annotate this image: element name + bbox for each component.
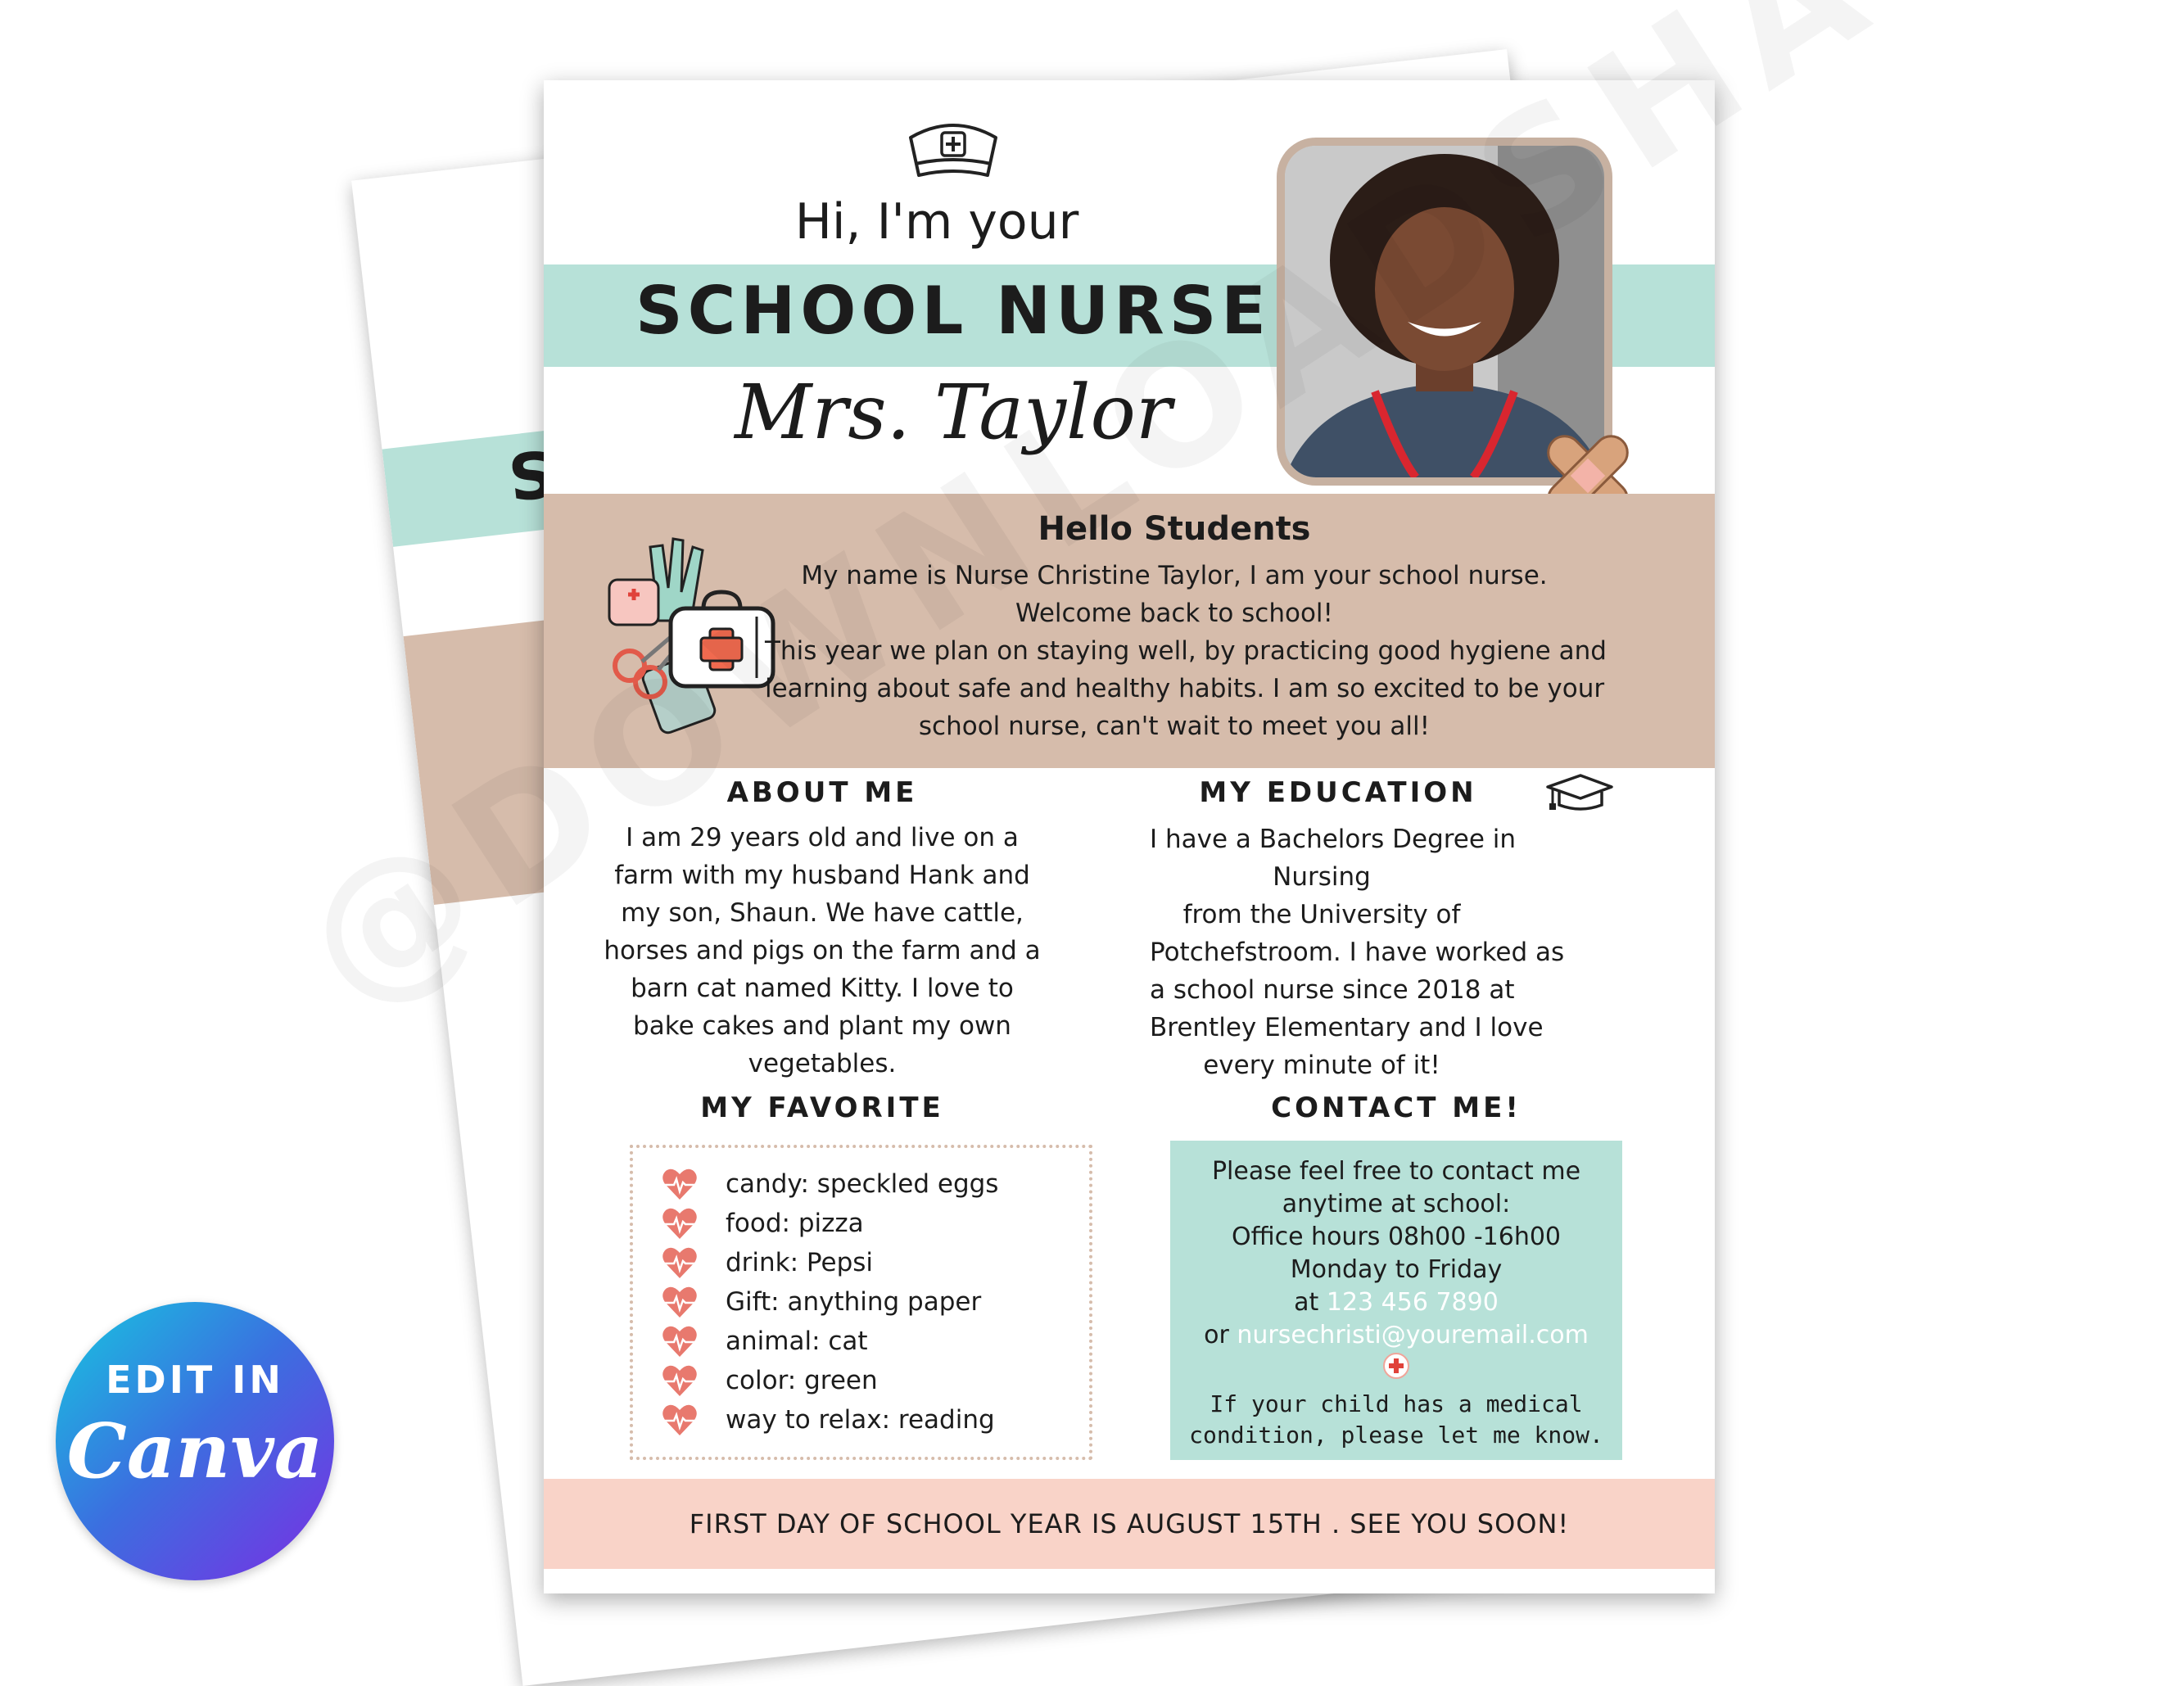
- education-heading: MY EDUCATION: [1199, 776, 1477, 809]
- heartbeat-icon: [662, 1245, 698, 1280]
- education-line: from the University of: [1182, 900, 1461, 929]
- edit-in-canva-badge[interactable]: [56, 1302, 334, 1580]
- favorite-text: candy: speckled eggs: [726, 1169, 999, 1199]
- favorites-heading: MY FAVORITE: [700, 1092, 944, 1124]
- list-item: [662, 1282, 981, 1322]
- email-row: [1170, 1319, 1622, 1352]
- contact-heading: CONTACT ME!: [1271, 1092, 1522, 1124]
- about-line: horses and pigs on the farm and a: [604, 936, 1041, 965]
- education-text: [1150, 820, 1565, 1084]
- favorites-list: [630, 1145, 1092, 1460]
- favorite-text: way to relax: reading: [726, 1405, 995, 1435]
- list-item: [662, 1204, 864, 1243]
- contact-line: anytime at school:: [1282, 1190, 1511, 1218]
- nurse-cap-icon: [906, 113, 1001, 182]
- canva-logo-text: Canva: [66, 1407, 323, 1495]
- education-line: Brentley Elementary and I love: [1150, 1013, 1544, 1042]
- heartbeat-icon: [662, 1363, 698, 1398]
- office-days: Monday to Friday: [1290, 1255, 1503, 1284]
- hello-line: My name is Nurse Christine Taylor, I am your school nurse.: [801, 561, 1548, 590]
- red-cross-icon: [1382, 1352, 1410, 1380]
- education-line: a school nurse since 2018 at: [1150, 975, 1515, 1005]
- phone-prefix: at: [1294, 1288, 1327, 1317]
- heartbeat-icon: [662, 1285, 698, 1319]
- education-line: I have a Bachelors Degree in: [1150, 825, 1517, 854]
- about-text: [593, 819, 1051, 1083]
- hello-line: This year we plan on staying well, by practicing good hygiene and: [765, 636, 1607, 666]
- heartbeat-icon: [662, 1167, 698, 1201]
- medical-note: If your child has a medical: [1210, 1390, 1583, 1417]
- education-line: Potchefstroom. I have worked as: [1150, 938, 1565, 967]
- phone-row: [1170, 1286, 1622, 1319]
- hello-line: Welcome back to school!: [1015, 599, 1333, 628]
- favorite-text: Gift: anything paper: [726, 1287, 982, 1317]
- office-hours: Office hours 08h00 -16h00: [1231, 1223, 1562, 1251]
- about-line: vegetables.: [748, 1049, 897, 1078]
- footer-band: [544, 1479, 1715, 1569]
- about-line: barn cat named Kitty. I love to: [631, 974, 1014, 1003]
- favorite-text: food: pizza: [726, 1209, 864, 1238]
- about-line: I am 29 years old and live on a: [626, 823, 1019, 852]
- favorite-text: drink: Pepsi: [726, 1248, 874, 1277]
- hello-heading: Hello Students: [1038, 510, 1311, 548]
- about-heading: ABOUT ME: [726, 776, 918, 809]
- list-item: [662, 1243, 873, 1282]
- email-prefix: or: [1204, 1321, 1237, 1349]
- heartbeat-icon: [662, 1324, 698, 1358]
- footer-text: FIRST DAY OF SCHOOL YEAR IS AUGUST 15TH . SEE YOU SOON!: [689, 1508, 1570, 1539]
- list-item: [662, 1322, 868, 1361]
- hello-line: learning about safe and healthy habits. I am so excited to be your: [765, 674, 1605, 703]
- red-cross-row: [1170, 1352, 1622, 1389]
- hello-line: school nurse, can't wait to meet you all!: [918, 712, 1431, 741]
- list-item: [662, 1400, 995, 1440]
- badge-top-text: EDIT IN: [106, 1358, 284, 1402]
- medical-note: condition, please let me know.: [1189, 1422, 1603, 1449]
- heartbeat-icon: [662, 1206, 698, 1241]
- about-line: my son, Shaun. We have cattle,: [621, 898, 1024, 928]
- flyer-sheet: [544, 80, 1715, 1593]
- heartbeat-icon: [662, 1403, 698, 1437]
- nurse-name: Mrs. Taylor: [735, 368, 1172, 456]
- graduation-cap-icon: [1544, 772, 1613, 815]
- education-line: every minute of it!: [1203, 1051, 1440, 1080]
- greeting-text: Hi, I'm your: [794, 193, 1079, 251]
- about-line: bake cakes and plant my own: [633, 1011, 1011, 1041]
- phone-number: 123 456 7890: [1326, 1288, 1499, 1317]
- favorite-text: color: green: [726, 1366, 878, 1395]
- education-line: Nursing: [1273, 862, 1371, 892]
- favorite-text: animal: cat: [726, 1327, 868, 1356]
- list-item: [662, 1361, 878, 1400]
- contact-line: Please feel free to contact me: [1211, 1157, 1581, 1186]
- about-line: farm with my husband Hank and: [614, 861, 1030, 890]
- contact-box: [1170, 1141, 1622, 1460]
- list-item: [662, 1164, 998, 1204]
- page-title: SCHOOL NURSE: [635, 273, 1271, 349]
- email-link[interactable]: nursechristi@youremail.com: [1237, 1321, 1589, 1349]
